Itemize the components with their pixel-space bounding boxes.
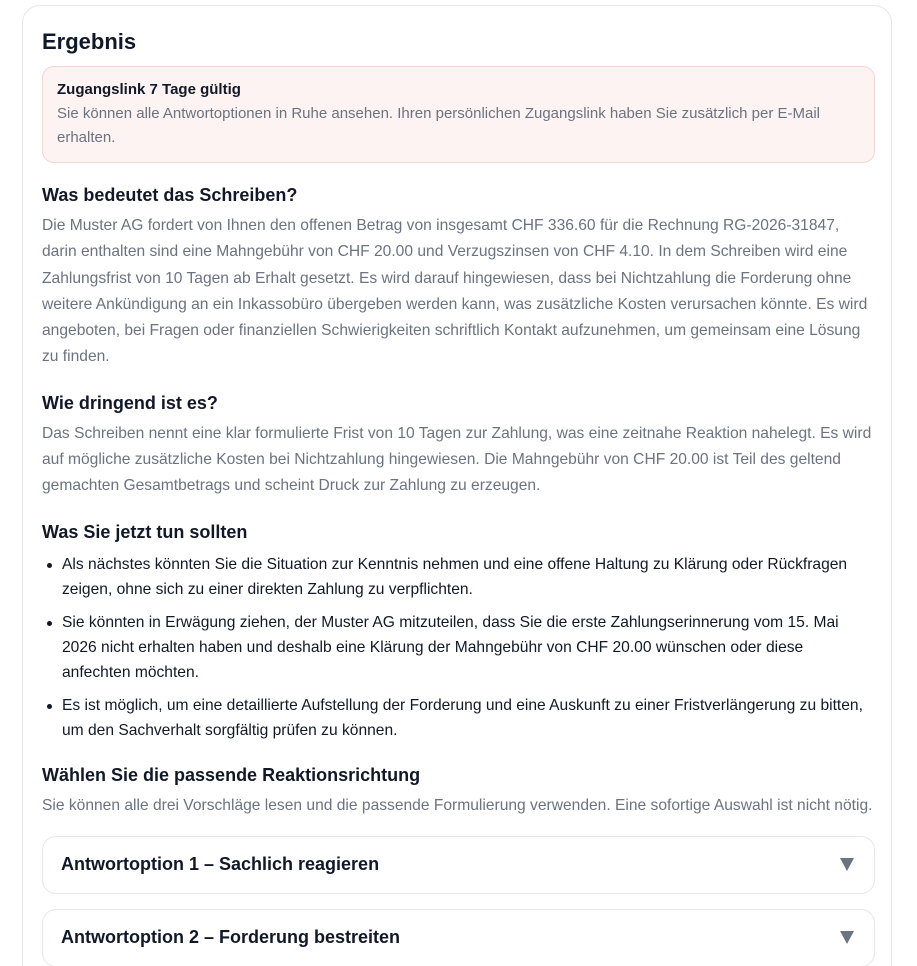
chevron-down-icon xyxy=(840,931,854,944)
meaning-text: Die Muster AG fordert von Ihnen den offenen Betrag von insgesamt CHF 336.60 für die Rechnung RG-2026-31847, darin enthalten sind eine Mahngebühr von CHF 20.00 und Verzugszinsen von CHF 4.10. In dem Schreiben wird eine Zahlungsfrist von 10 Tagen ab Erhalt gesetzt. Es wird darauf hingewiesen, dass bei Nichtzahlung die Forderung ohne weitere Ankündigung an ein Inkassobüro übergeben werden kann, was zusätzliche Kosten verursachen könnte. Es wird angeboten, bei Fragen oder finanziellen Schwierigkeiten schriftlich Kontakt aufzunehmen, um gemeinsam eine Lösung zu finden. xyxy=(42,217,868,366)
notice-text: Sie können alle Antwortoptionen in Ruhe ansehen. Ihren persönlichen Zugangslink haben Sie zusätzlich per E-Mail erhalten. xyxy=(57,105,820,146)
result-content xyxy=(42,28,875,966)
urgency-text: Das Schreiben nennt eine klar formulierte Frist von 10 Tagen zur Zahlung, was eine zeitnahe Reaktion nahelegt. Es wird auf mögliche zusätzliche Kosten bei Nichtzahlung hingewiesen. Die Mahngebühr von CHF 20.00 ist Teil des geltend gemachten Gesamtbetrags und scheint Druck zur Zahlung zu erzeugen. xyxy=(42,424,872,495)
response-option-2-label: Antwortoption 2 – Forderung bestreiten xyxy=(61,927,401,948)
page-title: Ergebnis xyxy=(42,29,137,54)
access-link-notice xyxy=(42,66,875,163)
action-list xyxy=(42,552,875,743)
actions-heading: Was Sie jetzt tun sollten xyxy=(42,521,248,542)
list-item xyxy=(42,693,875,743)
choose-text: Sie können alle drei Vorschläge lesen und die passende Formulierung verwenden. Eine sofortige Auswahl ist nicht nötig. xyxy=(42,796,873,814)
response-option-1-label: Antwortoption 1 – Sachlich reagieren xyxy=(61,854,380,875)
response-option-1-toggle[interactable] xyxy=(42,836,875,894)
response-option-2-toggle[interactable] xyxy=(42,909,875,966)
result-card xyxy=(22,5,892,966)
action-item-text: Sie könnten in Erwägung ziehen, der Muster AG mitzuteilen, dass Sie die erste Zahlungserinnerung vom 15. Mai 2026 nicht erhalten haben und deshalb eine Klärung der Mahngebühr von CHF 20.00 wünschen oder diese anfechten möchten. xyxy=(62,613,839,681)
chevron-down-icon xyxy=(840,858,854,871)
list-item xyxy=(42,610,875,685)
meaning-heading: Was bedeutet das Schreiben? xyxy=(42,185,298,205)
bullet-icon xyxy=(47,621,52,626)
list-item xyxy=(42,552,875,602)
urgency-heading: Wie dringend ist es? xyxy=(42,392,218,413)
action-item-text: Es ist möglich, um eine detaillierte Aufstellung der Forderung und eine Auskunft zu einer Fristverlängerung zu bitten, um den Sachverhalt sorgfältig prüfen zu können. xyxy=(62,696,863,739)
notice-title: Zugangslink 7 Tage gültig xyxy=(57,81,241,98)
bullet-icon xyxy=(47,704,52,709)
bullet-icon xyxy=(47,563,52,568)
choose-heading: Wählen Sie die passende Reaktionsrichtung xyxy=(42,764,421,785)
action-item-text: Als nächstes könnten Sie die Situation zur Kenntnis nehmen und eine offene Haltung zu Klärung oder Rückfragen zeigen, ohne sich zu einer direkten Zahlung zu verpflichten. xyxy=(62,555,848,598)
